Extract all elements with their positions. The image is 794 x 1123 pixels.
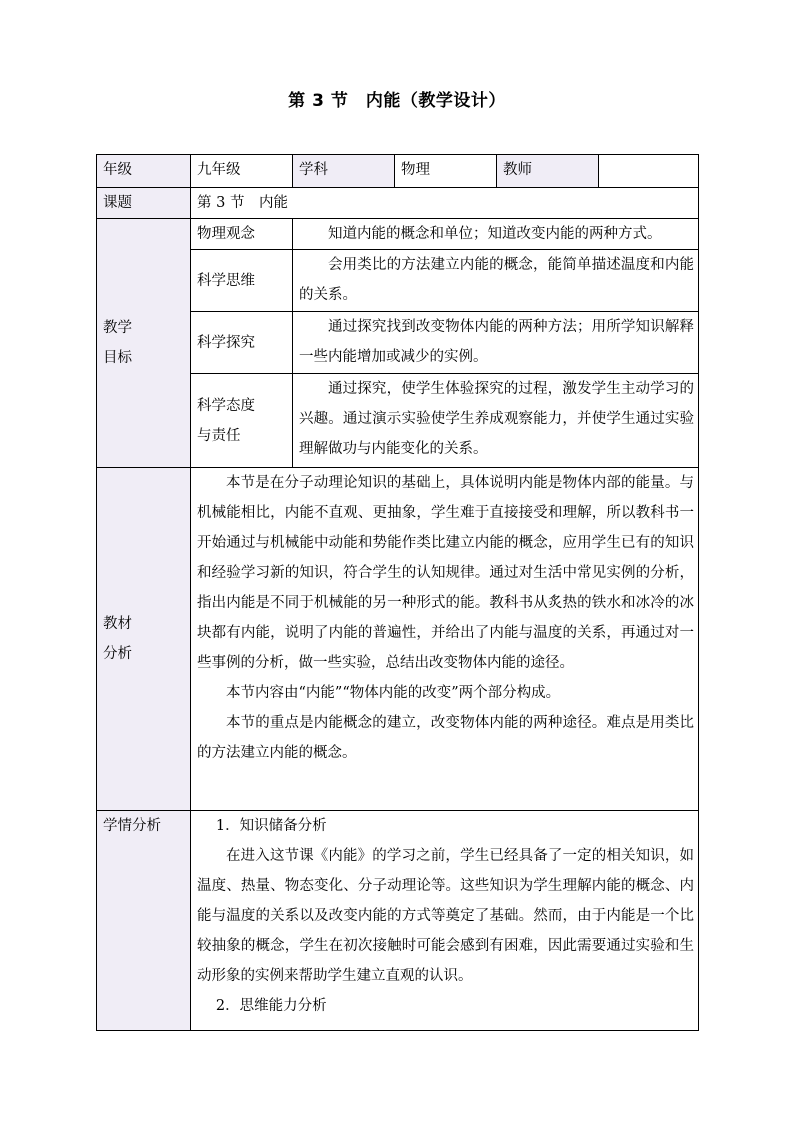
students-heading-1: 1．知识储备分析 <box>215 818 327 834</box>
header-row <box>97 155 699 188</box>
topic-row <box>97 188 699 219</box>
goal-name-1: 物理观念 <box>191 219 293 250</box>
subject-label: 学科 <box>293 155 395 188</box>
textbook-paragraph: 本节的重点是内能概念的建立，改变物体内能的两种途径。难点是用类比的方法建立内能的概念。 <box>197 715 694 761</box>
goal-name-2: 科学思维 <box>191 250 293 312</box>
teacher-label: 教师 <box>497 155 599 188</box>
goal-text-2: 会用类比的方法建立内能的概念，能简单描述温度和内能的关系。 <box>293 250 699 312</box>
textbook-row <box>97 468 699 811</box>
goal-text-4: 通过探究，使学生体验探究的过程，激发学生主动学习的兴趣。通过演示实验使学生养成观察能力，并使学生通过实验理解做功与内能变化的关系。 <box>293 374 699 468</box>
grade-label: 年级 <box>97 155 191 188</box>
textbook-analysis <box>191 468 699 811</box>
goal-text-3: 通过探究找到改变物体内能的两种方法；用所学知识解释一些内能增加或减少的实例。 <box>293 312 699 374</box>
subject-value: 物理 <box>395 155 497 188</box>
goal-name-4: 科学态度 与责任 <box>191 374 293 468</box>
page-title: 第 3 节 内能（教学设计） <box>288 91 506 111</box>
students-analysis <box>191 811 699 1031</box>
goal-row-1 <box>97 219 699 250</box>
lesson-plan-table <box>96 154 699 1031</box>
students-paragraph-1: 在进入这节课《内能》的学习之前，学生已经具备了一定的相关知识，如温度、热量、物态变化、分子动理论等。这些知识为学生理解内能的概念、内能与温度的关系以及改变内能的方式等奠定了基础。然而，由于内能是一个比较抽象的概念，学生在初次接触时可能会感到有困难，因此需要通过实验和生动形象的实例来帮助学生建立直观的认识。 <box>197 848 694 984</box>
grade-value: 九年级 <box>191 155 293 188</box>
topic-label: 课题 <box>97 188 191 219</box>
students-heading-2: 2．思维能力分析 <box>215 998 327 1014</box>
goal-text-1: 知道内能的概念和单位；知道改变内能的两种方式。 <box>293 219 699 250</box>
goal-name-3: 科学探究 <box>191 312 293 374</box>
textbook-label: 教材 分析 <box>97 468 191 811</box>
goals-label-line2: 目标 <box>103 350 132 366</box>
students-row <box>97 811 699 1031</box>
topic-value: 第 3 节 内能 <box>191 188 699 219</box>
textbook-paragraph: 本节内容由“内能”“物体内能的改变”两个部分构成。 <box>226 685 561 701</box>
teacher-value <box>599 155 699 188</box>
textbook-paragraph: 本节是在分子动理论知识的基础上，具体说明内能是物体内部的能量。与机械能相比，内能不直观、更抽象，学生难于直接接受和理解，所以教科书一开始通过与机械能中动能和势能作类比建立内能的概念，应用学生已有的知识和经验学习新的知识，符合学生的认知规律。通过对生活中常见实例的分析，指出内能是不同于机械能的另一种形式的能。教科书从炙热的铁水和冰冷的冰块都有内能，说明了内能的普遍性，并给出了内能与温度的关系，再通过对一些事例的分析，做一些实验，总结出改变物体内能的途径。 <box>197 475 694 671</box>
students-label: 学情分析 <box>97 811 191 1031</box>
goals-label-line1: 教学 <box>103 320 132 336</box>
goals-label <box>97 219 191 468</box>
